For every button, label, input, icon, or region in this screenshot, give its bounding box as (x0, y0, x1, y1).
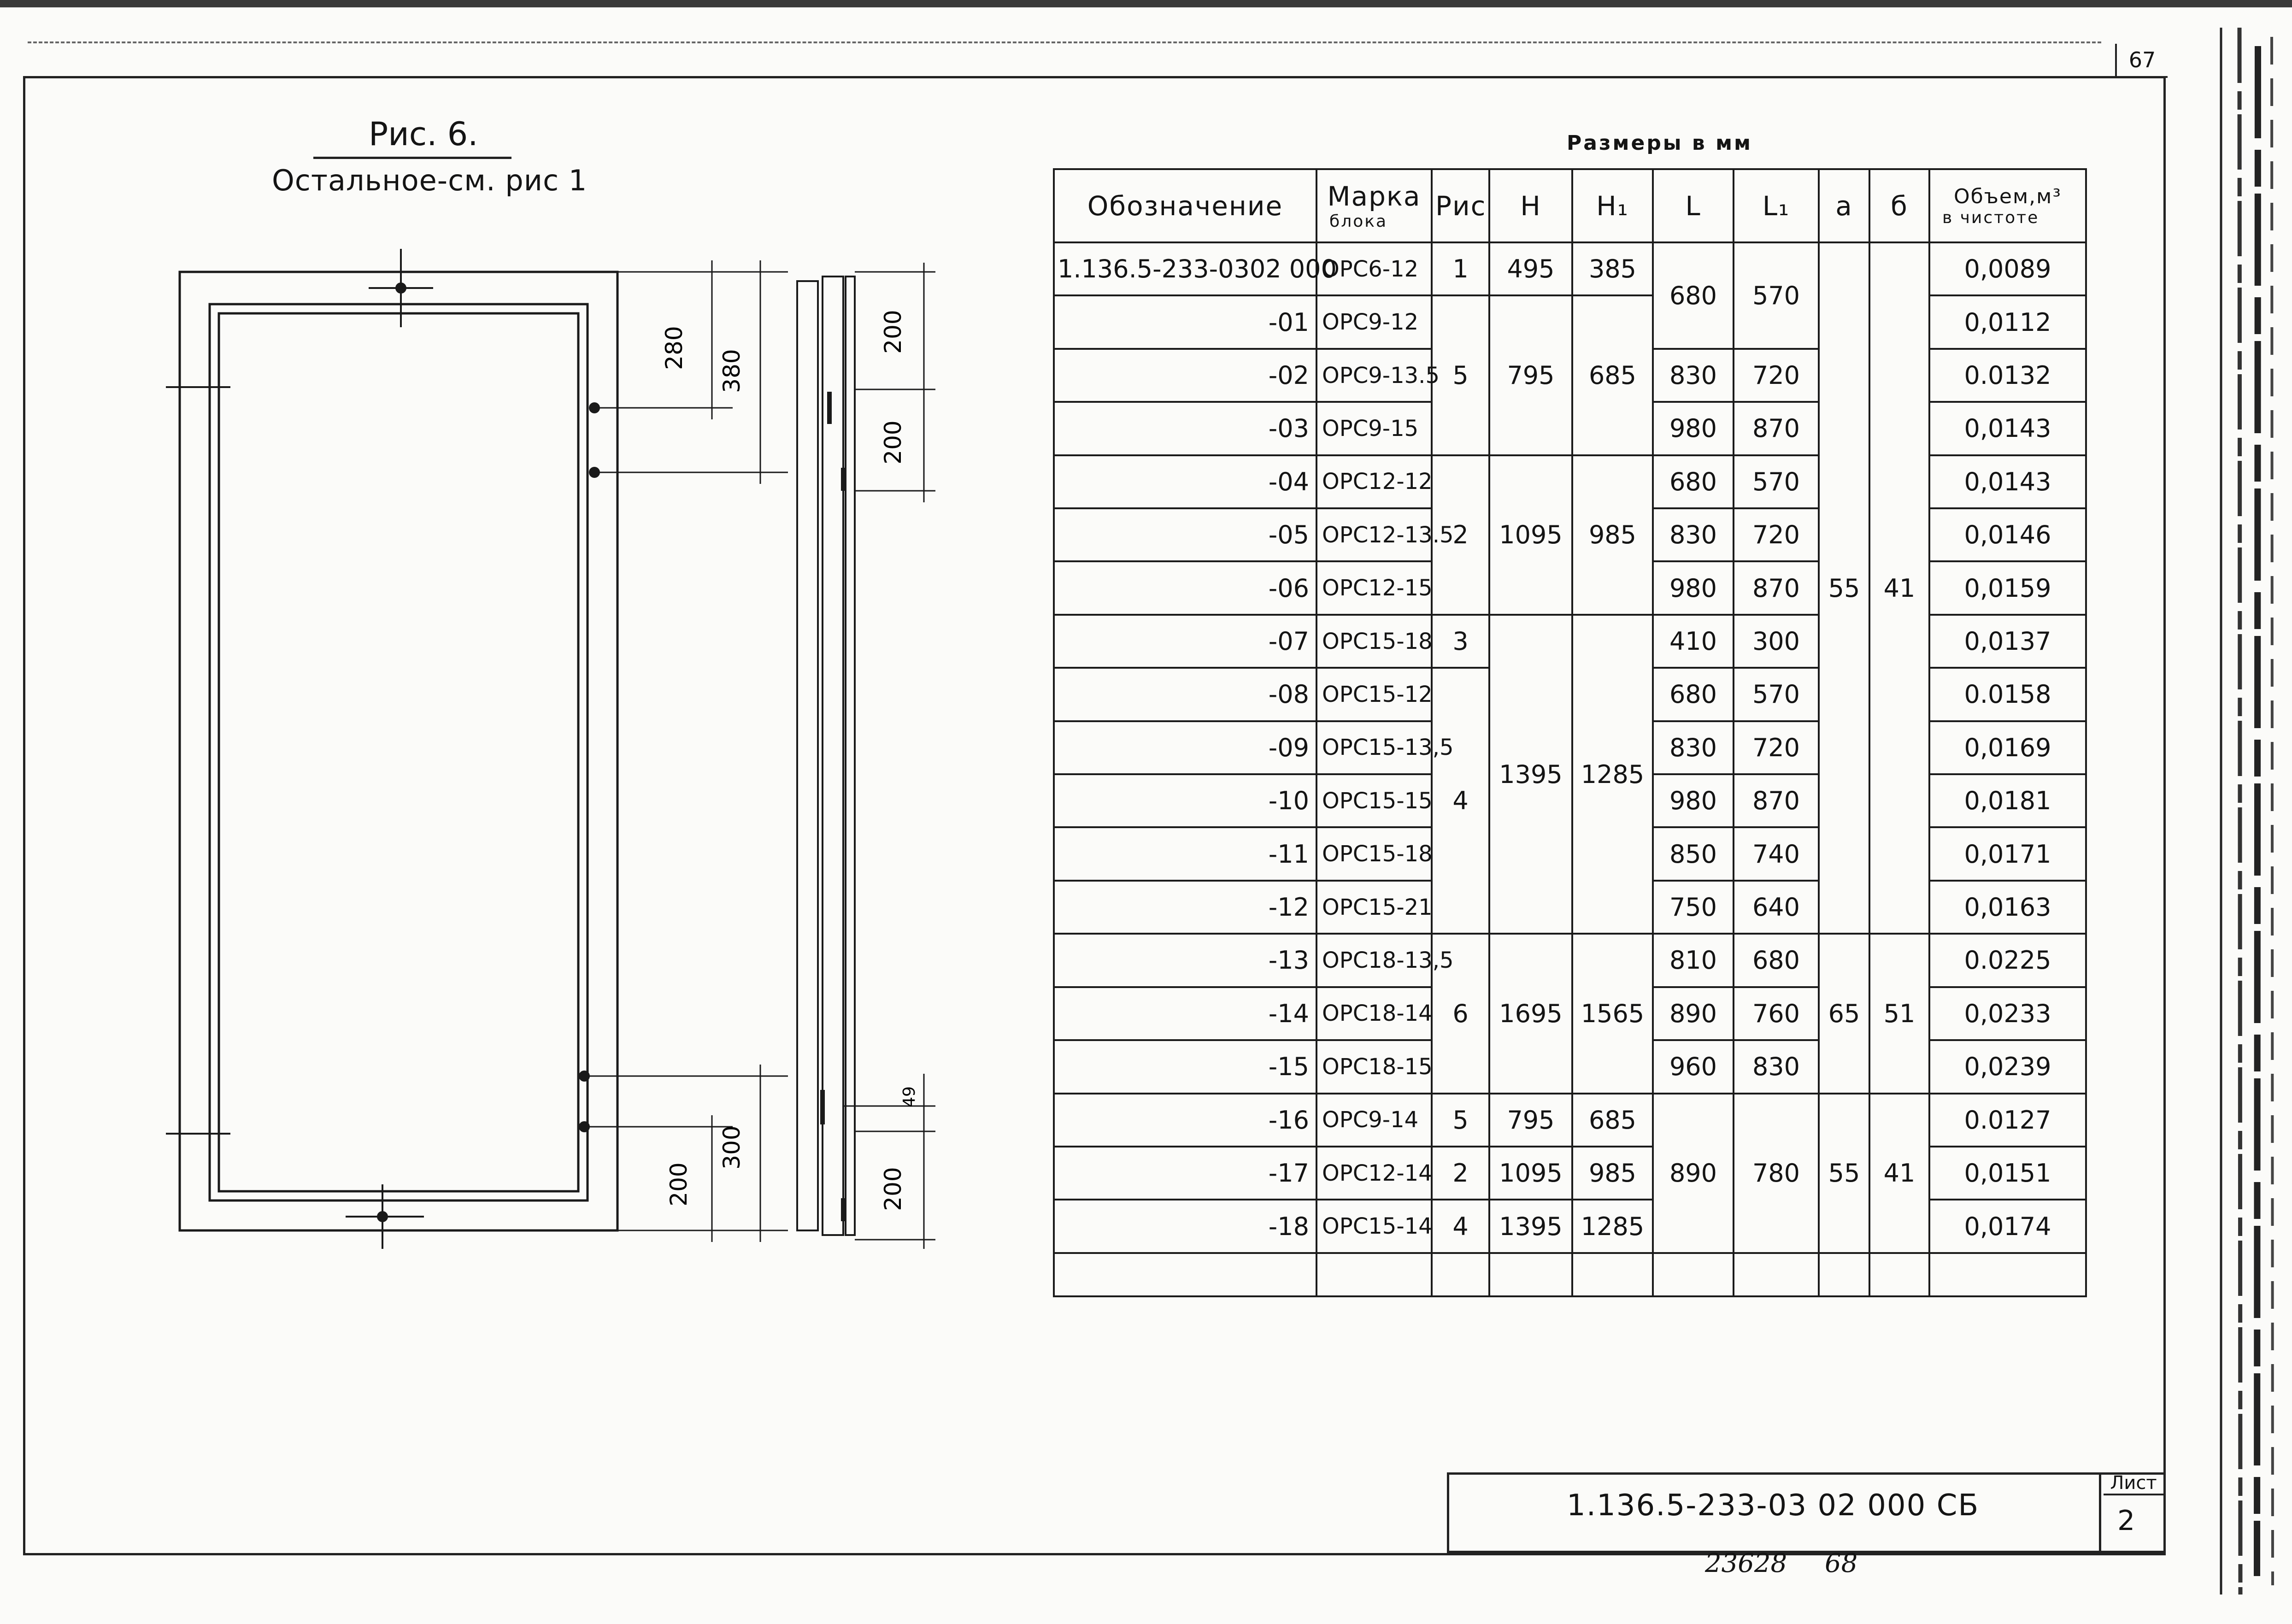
cell-h1: 985 (1572, 455, 1653, 615)
cell-l1: 720 (1734, 349, 1819, 402)
cell-figure: 3 (1432, 615, 1489, 668)
cell-volume: 0.0225 (1929, 934, 2086, 987)
dimension-label: 49 (900, 1086, 919, 1107)
cell-volume: 0,0146 (1929, 508, 2086, 561)
cell-volume: 0,0143 (1929, 402, 2086, 455)
cell-l1: 570 (1734, 668, 1819, 721)
cell-designation: -01 (1054, 295, 1316, 348)
cell-l1: 870 (1734, 402, 1819, 455)
cell-mark: ОРС9-14 (1316, 1094, 1432, 1147)
cell-l1: 570 (1734, 455, 1819, 508)
cell-volume: 0,0169 (1929, 721, 2086, 774)
cell-designation: -08 (1054, 668, 1316, 721)
cell-volume: 0,0089 (1929, 242, 2086, 295)
specification-table (1053, 168, 2087, 1297)
top-border-rule (0, 0, 2292, 7)
cell-designation: -16 (1054, 1094, 1316, 1147)
header-figure: Рис (1432, 169, 1489, 242)
cell-l: 680 (1653, 242, 1734, 349)
cell-designation: -13 (1054, 934, 1316, 987)
cell-designation: -15 (1054, 1040, 1316, 1093)
cell-figure: 1 (1432, 242, 1489, 295)
table-row (1054, 934, 2086, 987)
cell-l: 890 (1653, 1094, 1734, 1253)
cell-l: 980 (1653, 561, 1734, 614)
cell-mark: ОРС15-15 (1316, 774, 1432, 827)
cell-mark: ОРС12-14 (1316, 1147, 1432, 1200)
cell-h: 795 (1489, 1094, 1572, 1147)
cell-volume: 0.0158 (1929, 668, 2086, 721)
opening-outer (210, 304, 588, 1200)
cell-mark: ОРС15-14 (1316, 1200, 1432, 1253)
table-row (1054, 242, 2086, 295)
dashed-header-rule (28, 41, 2101, 43)
archive-number: 23628 (1705, 1548, 1787, 1578)
cell-h1: 1285 (1572, 615, 1653, 934)
cell-l1: 830 (1734, 1040, 1819, 1093)
cell-h1: 1285 (1572, 1200, 1653, 1253)
cell-h1: 385 (1572, 242, 1653, 295)
cell-volume: 0,0239 (1929, 1040, 2086, 1093)
cell-volume: 0.0132 (1929, 349, 2086, 402)
cell-l: 750 (1653, 881, 1734, 934)
cell-figure: 2 (1432, 1147, 1489, 1200)
table-row (1054, 1147, 2086, 1200)
cell-mark: ОРС15-13,5 (1316, 721, 1432, 774)
cell-l1: 680 (1734, 934, 1819, 987)
cell-l: 830 (1653, 721, 1734, 774)
cell-volume: 0.0127 (1929, 1094, 2086, 1147)
cell-mark: ОРС9-15 (1316, 402, 1432, 455)
cell-designation: -10 (1054, 774, 1316, 827)
cell-h1: 685 (1572, 1094, 1653, 1147)
cell-b: 51 (1869, 934, 1929, 1093)
cell-l1: 870 (1734, 774, 1819, 827)
header-a: a (1819, 169, 1869, 242)
table-header-row (1054, 169, 2086, 242)
cell-b: 41 (1869, 242, 1929, 934)
cell-l1: 870 (1734, 561, 1819, 614)
cell-volume: 0,0151 (1929, 1147, 2086, 1200)
table-row (1054, 295, 2086, 348)
cell-volume: 0,0181 (1929, 774, 2086, 827)
block-drawing (152, 258, 981, 1272)
cell-designation: -07 (1054, 615, 1316, 668)
cell-l1: 720 (1734, 508, 1819, 561)
cell-h1: 985 (1572, 1147, 1653, 1200)
header-h: H (1489, 169, 1572, 242)
cell-b: 41 (1869, 1094, 1929, 1253)
cell-volume: 0,0143 (1929, 455, 2086, 508)
cell-h: 1695 (1489, 934, 1572, 1093)
header-designation: Обозначение (1054, 169, 1316, 242)
binding-strip (2212, 28, 2286, 1595)
header-l1: L₁ (1734, 169, 1819, 242)
cell-designation: -02 (1054, 349, 1316, 402)
cell-a: 55 (1819, 242, 1869, 934)
cell-l: 680 (1653, 668, 1734, 721)
dimension-label: 200 (665, 1162, 692, 1206)
cell-l1: 640 (1734, 881, 1819, 934)
cell-figure: 2 (1432, 455, 1489, 615)
cell-designation: -03 (1054, 402, 1316, 455)
cell-l: 410 (1653, 615, 1734, 668)
cell-l: 960 (1653, 1040, 1734, 1093)
header-l: L (1653, 169, 1734, 242)
cell-a: 55 (1819, 1094, 1869, 1253)
cell-h: 1395 (1489, 615, 1572, 934)
cell-h: 495 (1489, 242, 1572, 295)
cell-l1: 760 (1734, 987, 1819, 1040)
cell-l: 810 (1653, 934, 1734, 987)
figure-title-underline (313, 157, 511, 159)
cell-mark: ОРС9-12 (1316, 295, 1432, 348)
cell-figure: 4 (1432, 668, 1489, 934)
cell-figure: 5 (1432, 295, 1489, 455)
cell-volume: 0,0174 (1929, 1200, 2086, 1253)
cell-designation: -18 (1054, 1200, 1316, 1253)
anchor-point (377, 1211, 388, 1222)
cell-l1: 720 (1734, 721, 1819, 774)
header-mark: Марка блока (1316, 169, 1432, 242)
figure-note: Остальное-см. рис 1 (272, 164, 588, 197)
cell-mark: ОРС15-21 (1316, 881, 1432, 934)
cell-l1: 780 (1734, 1094, 1819, 1253)
cell-l: 850 (1653, 827, 1734, 880)
cell-l: 890 (1653, 987, 1734, 1040)
side-section (797, 281, 818, 1230)
cell-figure: 6 (1432, 934, 1489, 1093)
cell-mark: ОРС15-12 (1316, 668, 1432, 721)
cell-mark: ОРС18-15 (1316, 1040, 1432, 1093)
cell-h: 1095 (1489, 1147, 1572, 1200)
cell-l: 830 (1653, 508, 1734, 561)
cell-mark: ОРС9-13.5 (1316, 349, 1432, 402)
cell-figure: 5 (1432, 1094, 1489, 1147)
cell-mark: ОРС6-12 (1316, 242, 1432, 295)
cell-l: 980 (1653, 402, 1734, 455)
table-row (1054, 1200, 2086, 1253)
dimension-label: 200 (880, 420, 906, 465)
table-row-empty (1054, 1253, 2086, 1296)
cell-designation: -14 (1054, 987, 1316, 1040)
cell-designation: -11 (1054, 827, 1316, 880)
cell-mark: ОРС15-18 (1316, 827, 1432, 880)
anchor-point (395, 282, 406, 294)
cell-a: 65 (1819, 934, 1869, 1093)
cell-mark: ОРС12-12 (1316, 455, 1432, 508)
sheet-label: Лист (2104, 1472, 2163, 1495)
cell-volume: 0,0233 (1929, 987, 2086, 1040)
cell-h1: 685 (1572, 295, 1653, 455)
dimension-label: 280 (661, 326, 688, 370)
cell-volume: 0,0171 (1929, 827, 2086, 880)
cell-l1: 740 (1734, 827, 1819, 880)
cell-volume: 0,0163 (1929, 881, 2086, 934)
document-code: 1.136.5-233-03 02 000 СБ (1567, 1489, 1980, 1523)
sheet-number: 2 (2117, 1505, 2135, 1537)
cell-designation: -05 (1054, 508, 1316, 561)
cell-volume: 0,0112 (1929, 295, 2086, 348)
cell-designation: -09 (1054, 721, 1316, 774)
table-row (1054, 615, 2086, 668)
cell-designation: -12 (1054, 881, 1316, 934)
header-h1: H₁ (1572, 169, 1653, 242)
archive-page: 68 (1825, 1548, 1858, 1578)
cell-volume: 0,0159 (1929, 561, 2086, 614)
header-volume: Объем,м³ в чистоте (1929, 169, 2086, 242)
cell-h: 795 (1489, 295, 1572, 455)
cell-mark: ОРС15-18 (1316, 615, 1432, 668)
cell-l: 680 (1653, 455, 1734, 508)
cell-h: 1395 (1489, 1200, 1572, 1253)
cell-l: 980 (1653, 774, 1734, 827)
cell-mark: ОРС18-14 (1316, 987, 1432, 1040)
cell-designation: -17 (1054, 1147, 1316, 1200)
table-row (1054, 455, 2086, 508)
cell-h: 1095 (1489, 455, 1572, 615)
dimension-label: 300 (718, 1125, 745, 1170)
block-outline (180, 272, 617, 1230)
dimension-label: 200 (880, 310, 906, 354)
figure-title: Рис. 6. (369, 115, 478, 153)
cell-l1: 300 (1734, 615, 1819, 668)
cell-h1: 1565 (1572, 934, 1653, 1093)
header-b: б (1869, 169, 1929, 242)
cell-mark: ОРС18-13,5 (1316, 934, 1432, 987)
cell-designation: -06 (1054, 561, 1316, 614)
dimension-label: 200 (880, 1167, 906, 1211)
opening-inner (219, 313, 578, 1191)
cell-l: 830 (1653, 349, 1734, 402)
table-row (1054, 1094, 2086, 1147)
table-caption: Размеры в мм (1567, 131, 1753, 155)
dimension-label: 380 (718, 349, 745, 393)
page-number: 67 (2115, 44, 2168, 78)
cell-mark: ОРС12-13.5 (1316, 508, 1432, 561)
cell-l1: 570 (1734, 242, 1819, 349)
cell-mark: ОРС12-15 (1316, 561, 1432, 614)
cell-figure: 4 (1432, 1200, 1489, 1253)
cell-designation: 1.136.5-233-0302 000 (1054, 242, 1316, 295)
cell-designation: -04 (1054, 455, 1316, 508)
cell-volume: 0,0137 (1929, 615, 2086, 668)
